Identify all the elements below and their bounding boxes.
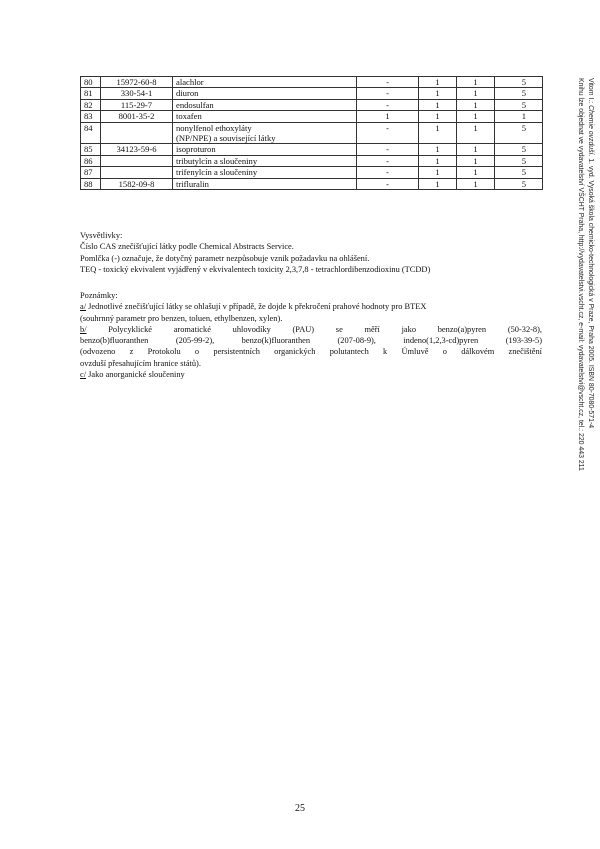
substance-name (173, 178, 357, 189)
row-number: 84 (81, 122, 101, 144)
note-marker: a/ (80, 302, 87, 312)
substance-name (173, 88, 357, 99)
threshold-cell: 1 (457, 167, 495, 178)
explanation-line: Číslo CAS znečišťující látky podle Chemical Abstracts Service. (80, 242, 294, 252)
table-row (81, 122, 543, 144)
explanations-heading: Vysvětlivky: (80, 231, 123, 240)
substance-name (173, 167, 357, 178)
citation-author: Vitom I.: (587, 78, 594, 106)
citation-line (585, 78, 595, 546)
note-text: Jako anorganické sloučeniny (88, 370, 185, 380)
order-info-line: Knihu lze objednat ve vydavatelství VŠCHT Praha, http://vydavatelstvi.vscht.cz, e-mail: vydavatelstvi@vscht.cz, tel.: 220 443 211 (577, 78, 585, 471)
threshold-cell: 1 (457, 144, 495, 155)
substance-name (173, 155, 357, 166)
notes-section (80, 290, 542, 380)
table-row (81, 99, 543, 110)
substance-name-line: tributylcín a sloučeniny (176, 155, 258, 166)
explanations-section (80, 230, 542, 275)
explanation-line: TEQ - toxický ekvivalent vyjádřený v ekvivalentech toxicity 2,3,7,8 - tetrachlordibenzodioxinu (TCDD) (80, 264, 431, 274)
explanation-line: Pomlčka (-) označuje, že dotyčný parametr nezpůsobuje vznik požadavku na ohlášení. (80, 253, 370, 263)
threshold-cell: 1 (457, 88, 495, 99)
threshold-cell: 1 (357, 111, 419, 122)
cas-number: 8001-35-2 (101, 111, 173, 122)
note-b-continued: benzo(b)fluoranthen (205-99-2), benzo(k)fluoranthen (207-08-9), indeno(1,2,3-cd)pyren (193-39-5) (80, 336, 542, 346)
substance-name-line: trifluralin (176, 178, 209, 189)
threshold-cell: 5 (495, 155, 543, 166)
cas-number (101, 122, 173, 144)
substance-name-line: alachlor (176, 77, 204, 87)
threshold-cell: 5 (495, 88, 543, 99)
threshold-cell: 5 (495, 122, 543, 144)
threshold-cell: 1 (495, 111, 543, 122)
note-c (80, 369, 542, 380)
threshold-cell: 5 (495, 77, 543, 88)
cas-number: 330-54-1 (101, 88, 173, 99)
note-marker: c/ (80, 370, 87, 380)
threshold-cell: 1 (419, 155, 457, 166)
threshold-cell: - (357, 88, 419, 99)
table-row (81, 111, 543, 122)
row-number: 82 (81, 99, 101, 110)
cas-number: 115-29-7 (101, 99, 173, 110)
threshold-cell: 5 (495, 144, 543, 155)
cas-number: 1582-09-8 (101, 178, 173, 189)
threshold-cell: - (357, 155, 419, 166)
note-b (80, 324, 542, 335)
table-row (81, 88, 543, 99)
threshold-cell: 5 (495, 167, 543, 178)
row-number: 81 (81, 88, 101, 99)
note-text: Jednotlivé znečišťující látky se ohlašují v případě, že dojde k překročení prahové hodnoty pro BTEX (88, 302, 427, 312)
row-number: 80 (81, 77, 101, 88)
threshold-cell: 1 (419, 144, 457, 155)
citation-publisher: 1. vyd. Vysoká škola chemicko-technologická v Praze, Praha 2005. ISBN 80-7080-571-4 (587, 156, 594, 429)
threshold-cell: 1 (457, 111, 495, 122)
threshold-cell: - (357, 77, 419, 88)
substance-name-line: endosulfan (176, 99, 214, 110)
cas-number (101, 155, 173, 166)
threshold-cell: 1 (419, 99, 457, 110)
substance-name-line: diuron (176, 88, 199, 99)
notes-heading: Poznámky: (80, 291, 118, 300)
substance-name (173, 122, 357, 144)
threshold-cell: 1 (457, 77, 495, 88)
note-marker: b/ (80, 324, 87, 334)
threshold-cell: 1 (419, 77, 457, 88)
threshold-cell: 1 (457, 155, 495, 166)
threshold-cell: 1 (419, 178, 457, 189)
table-row (81, 77, 543, 88)
note-a-continued: (souhrnný parametr pro benzen, toluen, ethylbenzen, xylen). (80, 313, 283, 323)
note-b-continued: ovzduší přesahujícím hranice států). (80, 358, 201, 368)
citation-title: Chemie ovzduší. (587, 105, 594, 157)
threshold-cell: - (357, 167, 419, 178)
substance-name (173, 144, 357, 155)
threshold-cell: - (357, 144, 419, 155)
substance-name-line: nonylfenol ethoxyláty (176, 122, 252, 133)
row-number: 83 (81, 111, 101, 122)
threshold-cell: 1 (419, 111, 457, 122)
substance-name (173, 99, 357, 110)
threshold-cell: 1 (419, 167, 457, 178)
threshold-cell: 1 (457, 122, 495, 144)
row-number: 88 (81, 178, 101, 189)
cas-number: 15972-60-8 (101, 77, 173, 88)
table-row (81, 167, 543, 178)
threshold-cell: 1 (419, 122, 457, 144)
substance-name-line: isoproturon (176, 144, 216, 155)
note-a (80, 301, 542, 312)
pollutants-table (80, 76, 543, 190)
substance-name-line: toxafen (176, 111, 202, 122)
threshold-cell: 5 (495, 99, 543, 110)
table-row (81, 155, 543, 166)
threshold-cell: - (357, 122, 419, 144)
table-row (81, 178, 543, 189)
citation-sidebar (576, 78, 595, 546)
threshold-cell: - (357, 99, 419, 110)
substance-name-line: (NP/NPE) a související látky (176, 133, 276, 144)
threshold-cell: - (357, 178, 419, 189)
cas-number (101, 167, 173, 178)
threshold-cell: 1 (419, 88, 457, 99)
threshold-cell: 1 (457, 99, 495, 110)
substance-name (173, 77, 357, 88)
row-number: 85 (81, 144, 101, 155)
row-number: 86 (81, 155, 101, 166)
page-number: 25 (295, 803, 305, 814)
threshold-cell: 5 (495, 178, 543, 189)
substance-name-line: trifenylcín a sloučeniny (176, 167, 258, 178)
table-row (81, 144, 543, 155)
threshold-cell: 1 (457, 178, 495, 189)
note-b-continued: (odvozeno z Protokolu o persistentních organických polutantech k Úmluvě o dálkovém znečištění (80, 347, 542, 357)
substance-name (173, 111, 357, 122)
row-number: 87 (81, 167, 101, 178)
note-text: Polycyklické aromatické uhlovodíky (PAU) se měří jako benzo(a)pyren (50-32-8), (108, 324, 543, 334)
cas-number: 34123-59-6 (101, 144, 173, 155)
